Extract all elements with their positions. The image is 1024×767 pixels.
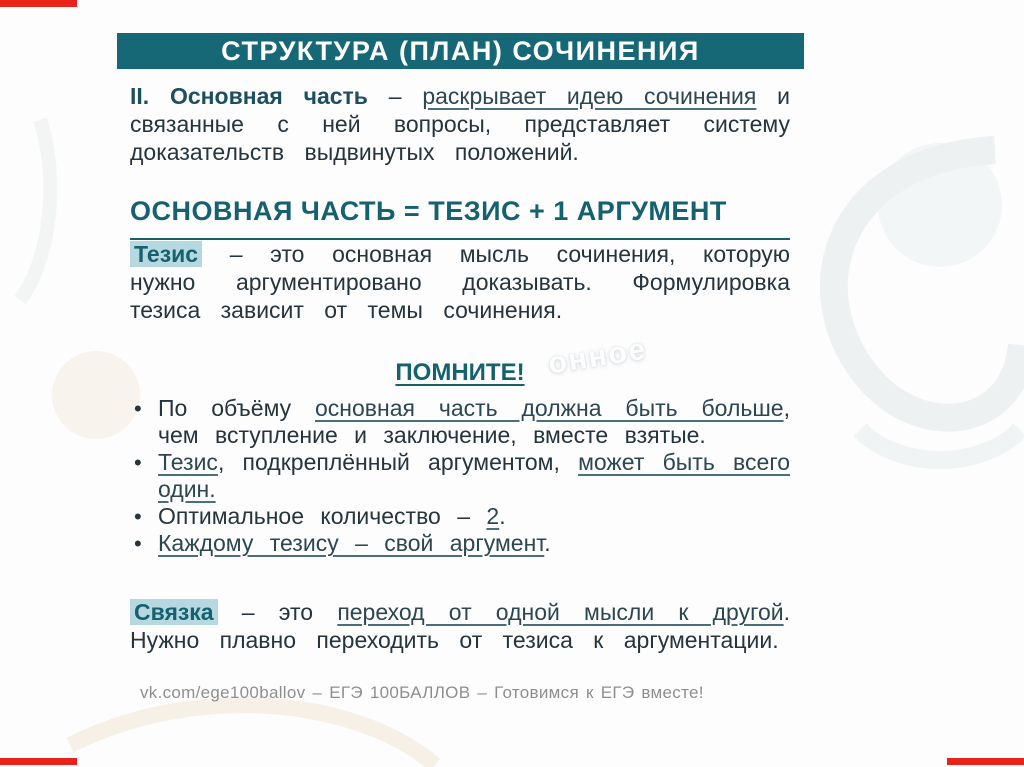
underlined-segment: Каждому тезису – свой аргумент [158,530,545,556]
bullet-item [130,449,790,503]
slide-title: СТРУКТУРА (ПЛАН) СОЧИНЕНИЯ [221,35,700,66]
bullet-item [130,530,790,557]
underlined-segment: Тезис [158,449,218,475]
underlined-segment: 2 [486,503,500,529]
text-segment: . Нужно плавно переходить от тезиса к аргументации. [130,599,790,653]
text-segment: – [367,83,423,109]
text-segment: – это основная мысль сочинения, которую нужно аргументировано доказывать. Формулировка тезиса зависит от темы сочинения. [130,241,790,323]
footer-credit: vk.com/ege100ballov – ЕГЭ 100БАЛЛОВ – Готовимся к ЕГЭ вместе! [140,683,704,702]
text-segment: – это [217,599,338,625]
underlined-segment: основная часть должна быть больше [315,395,784,421]
watermark-text: онное [545,332,650,381]
main-part-paragraph [130,82,790,196]
bullet-list [130,395,790,598]
underlined-segment: может быть всего один. [158,449,790,502]
red-corner-mark-bottom-left [0,758,77,765]
underlined-segment: раскрывает идею сочинения [422,83,757,109]
slide-content [130,82,790,682]
formula-heading: ОСНОВНАЯ ЧАСТЬ = ТЕЗИС + 1 АРГУМЕНТ [130,196,790,240]
thesis-paragraph [130,240,790,358]
text-segment: , чем вступление и заключение, вместе взятые. [158,395,790,448]
bullet-item [130,395,790,449]
main-part-lead: II. Основная часть [130,83,368,109]
text-segment: и связанные с ней вопросы, представляет систему доказательств выдвинутых положений. [130,83,791,165]
text-segment: Оптимальное количество – [158,503,487,529]
text-segment: По объёму [158,395,316,421]
bullet-item [130,503,790,530]
remember-heading-text: ПОМНИТЕ! [395,359,525,386]
remember-heading [130,358,790,395]
underlined-segment: переход от одной мысли к другой [337,599,784,625]
link-term: Связка [130,599,218,625]
thesis-term: Тезис [130,241,202,267]
red-corner-mark-top-left [0,0,77,7]
link-paragraph [130,598,790,682]
slide-title-bar [117,33,804,69]
text-segment: . [499,503,506,529]
text-segment: , подкреплённый аргументом, [217,449,579,475]
text-segment: . [544,530,551,556]
red-corner-mark-bottom-right [947,758,1024,765]
